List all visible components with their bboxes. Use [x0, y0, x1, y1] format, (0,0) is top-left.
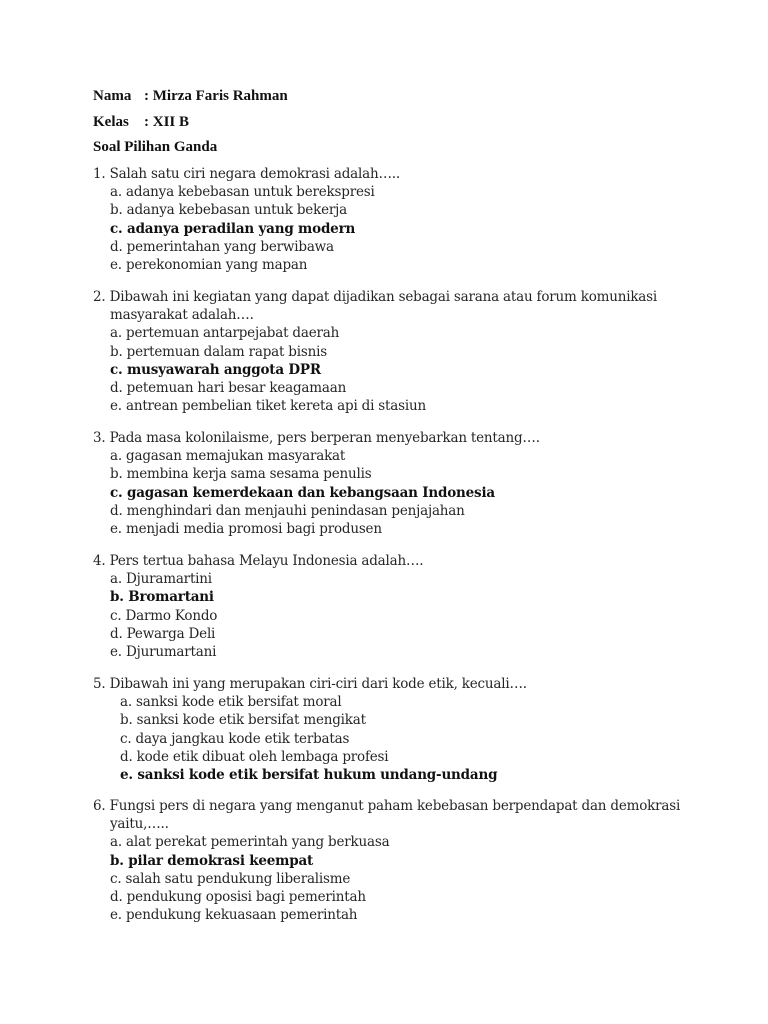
option-a: a. adanya kebebasan untuk berekspresi: [110, 184, 375, 201]
question-stem: 3. Pada masa kolonilaisme, pers berperan menyebarkan tentang….: [93, 430, 540, 446]
question-stem: 2. Dibawah ini kegiatan yang dapat dijadikan sebagai sarana atau forum komunikasi: [93, 289, 658, 305]
option-d: d. pemerintahan yang berwibawa: [110, 238, 334, 255]
option-b: b. adanya kebebasan untuk bekerja: [110, 202, 347, 219]
option-e: e. Djurumartani: [110, 644, 217, 661]
question-stem: 5. Dibawah ini yang merupakan ciri-ciri dari kode etik, kecuali….: [93, 676, 527, 692]
option-a: a. alat perekat pemerintah yang berkuasa: [110, 834, 390, 851]
question-5: [93, 675, 693, 784]
option-c: c. salah satu pendukung liberalisme: [110, 870, 351, 887]
question-stem-continuation: masyarakat adalah….: [110, 307, 254, 324]
option-b-answer: b. Bromartani: [110, 589, 214, 606]
option-e: e. pendukung kekuasaan pemerintah: [110, 907, 358, 924]
option-e-answer: e. sanksi kode etik bersifat hukum undang-undang: [120, 767, 498, 784]
question-stem: 1. Salah satu ciri negara demokrasi adalah…..: [93, 166, 400, 182]
nama-line: [93, 88, 288, 105]
option-b: b. membina kerja sama sesama penulis: [110, 466, 372, 483]
option-a: a. gagasan memajukan masyarakat: [110, 448, 346, 465]
question-4: [93, 552, 693, 661]
nama-value: : Mirza Faris Rahman: [144, 88, 288, 104]
question-1: [93, 165, 693, 274]
option-e: e. perekonomian yang mapan: [110, 257, 308, 274]
option-b-answer: b. pilar demokrasi keempat: [110, 852, 314, 869]
option-a: a. pertemuan antarpejabat daerah: [110, 325, 340, 342]
option-b: b. pertemuan dalam rapat bisnis: [110, 343, 327, 360]
option-d: d. Pewarga Deli: [110, 625, 216, 642]
question-stem-continuation: yaitu,…..: [110, 816, 169, 833]
question-6: [93, 797, 693, 924]
section-title: Soal Pilihan Ganda: [93, 139, 218, 155]
question-2: [93, 288, 693, 415]
option-e: e. antrean pembelian tiket kereta api di stasiun: [110, 398, 426, 415]
option-c-answer: c. musyawarah anggota DPR: [110, 361, 321, 378]
nama-label: Nama: [93, 88, 132, 104]
option-d: d. pendukung oposisi bagi pemerintah: [110, 889, 366, 906]
option-d: d. petemuan hari besar keagamaan: [110, 380, 347, 397]
option-b: b. sanksi kode etik bersifat mengikat: [120, 712, 366, 729]
option-c: c. Darmo Kondo: [110, 607, 218, 624]
question-stem: 4. Pers tertua bahasa Melayu Indonesia adalah….: [93, 553, 424, 569]
kelas-label: Kelas: [93, 114, 129, 130]
option-d: d. kode etik dibuat oleh lembaga profesi: [120, 748, 389, 765]
option-c-answer: c. gagasan kemerdekaan dan kebangsaan Indonesia: [110, 484, 495, 501]
option-a: a. sanksi kode etik bersifat moral: [120, 694, 342, 711]
kelas-line: [93, 114, 189, 131]
option-c: c. daya jangkau kode etik terbatas: [120, 730, 350, 747]
kelas-value: : XII B: [144, 114, 190, 130]
option-c-answer: c. adanya peradilan yang modern: [110, 220, 356, 237]
option-a: a. Djuramartini: [110, 571, 212, 588]
option-d: d. menghindari dan menjauhi penindasan penjajahan: [110, 502, 465, 519]
question-stem: 6. Fungsi pers di negara yang menganut paham kebebasan berpendapat dan demokrasi: [93, 798, 681, 814]
question-3: [93, 429, 693, 538]
option-e: e. menjadi media promosi bagi produsen: [110, 521, 382, 538]
